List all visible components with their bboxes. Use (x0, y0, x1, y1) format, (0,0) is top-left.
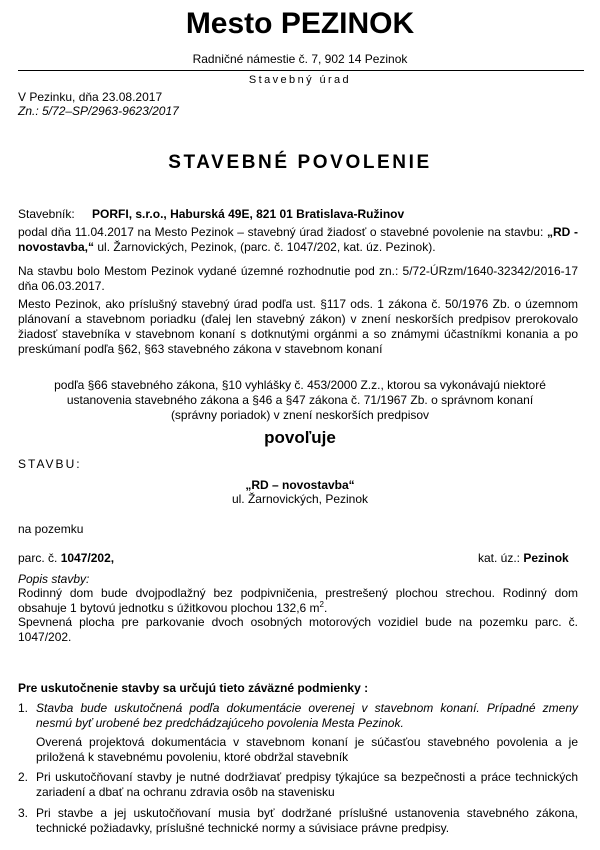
description-label: Popis stavby: (18, 572, 90, 586)
applicant-label: Stavebník: (18, 207, 75, 221)
condition-3-text: Pri stavbe a jej uskutočňovaní musia byť dodržané príslušné ustanovenia stavebného zákona, technické požiadavky, príslušné technické normy a súvisiace právne predpisy. (36, 806, 578, 835)
city-title: Mesto PEZINOK (185, 7, 415, 40)
condition-1-text: Stavba bude uskutočnená podľa dokumentácie overenej v stavebnom konaní. Prípadné zmeny nesmú byť urobené bez predchádzajúceho povolenia Mesta Pezinok. (36, 701, 578, 730)
condition-number-3: 3. (18, 806, 29, 820)
zoning-paragraph: Na stavbu bolo Mestom Pezinok vydané územné rozhodnutie pod zn.: 5/72-ÚRzm/1640-32342/2016-17 dňa 06.03.2017. (18, 264, 578, 293)
stavbu-label: STAVBU: (18, 457, 82, 471)
decision-verb: povoľuje (264, 428, 336, 447)
condition-2-text: Pri uskutočňovaní stavby je nutné dodržiavať predpisy týkajúce sa bezpečnosti a práce technických zariadení a dbať na ochranu zdravia osôb na stavenisku (36, 770, 578, 799)
cadastre-label: kat. úz.: (478, 551, 521, 565)
parcel-value: 1047/202, (60, 551, 115, 565)
document-title: STAVEBNÉ POVOLENIE (168, 152, 432, 173)
applicant-line (18, 207, 578, 222)
building-street: ul. Žarnovických, Pezinok (231, 492, 369, 506)
description-line-1-end: . (324, 601, 328, 615)
application-location: ul. Žarnovických, Pezinok, (parc. č. 1047/202, kat. úz. Pezinok). (94, 240, 436, 254)
conditions-heading: Pre uskutočnenie stavby sa určujú tieto záväzné podmienky : (18, 681, 369, 695)
reference-number: Zn.: 5/72–SP/2963-9623/2017 (18, 104, 179, 118)
land-label: na pozemku (18, 522, 84, 536)
condition-number-1: 1. (18, 701, 29, 715)
cadastre-value: Pezinok (523, 551, 569, 565)
description-line-1: Rodinný dom bude dvojpodlažný bez podpivničenia, prestrešený plochou strechou. Rodinný dom obsahuje 1 bytovú jednotku s úžitkovou plochou 132,6 m (18, 586, 578, 615)
parcel-label: parc. č. (18, 551, 58, 565)
condition-1-text-2: Overená projektová dokumentácia v stavebnom konaní je súčasťou stavebného povolenia a je priložená k stavebnému povoleniu, ktoré obdržal stavebník (36, 735, 578, 764)
superscript-2: 2 (319, 600, 324, 609)
legal-basis: podľa §66 stavebného zákona, §10 vyhlášky č. 453/2000 Z.z., ktorou sa vykonávajú niektoré ustanovenia stavebného zákona a §46 a §47 zákona č. 71/1967 Zb. o správnom konaní (správny poriadok) v znení neskorších predpisov (54, 378, 546, 422)
condition-number-2: 2. (18, 770, 29, 784)
building-name-inline: „RD - novostavba,“ (18, 225, 578, 254)
applicant-value: PORFI, s.r.o., Haburská 49E, 821 01 Bratislava-Ružinov (92, 207, 405, 221)
description-text (18, 586, 578, 616)
office-name: Stavebný úrad (248, 74, 352, 86)
city-address: Radničné námestie č. 7, 902 14 Pezinok (192, 52, 408, 66)
header-divider (18, 70, 584, 71)
application-text: podal dňa 11.04.2017 na Mesto Pezinok – stavebný úrad žiadosť o stavebné povolenie na stavbu: (18, 225, 544, 239)
parcel-number (18, 551, 114, 566)
proceedings-paragraph: Mesto Pezinok, ako príslušný stavebný úrad podľa ust. §117 ods. 1 zákona č. 50/1976 Zb. o územnom plánovaní a stavebnom poriadku (ďalej len stavebný zákon) v znení neskorších predpisov prerokovalo žiadosť stavebníka v stavebnom konaní s dotknutými orgánmi a so známymi účastníkmi konania a po preskúmaní podľa §62, §63 stavebného zákona v stavebnom konaní (18, 297, 578, 356)
building-name: „RD – novostavba“ (245, 478, 355, 492)
place-date: V Pezinku, dňa 23.08.2017 (18, 90, 163, 104)
application-paragraph (18, 225, 578, 255)
cadastre (478, 551, 569, 566)
description-parking: Spevnená plocha pre parkovanie dvoch osobných motorových vozidiel bude na pozemku parc. č. 1047/202. (18, 615, 578, 644)
